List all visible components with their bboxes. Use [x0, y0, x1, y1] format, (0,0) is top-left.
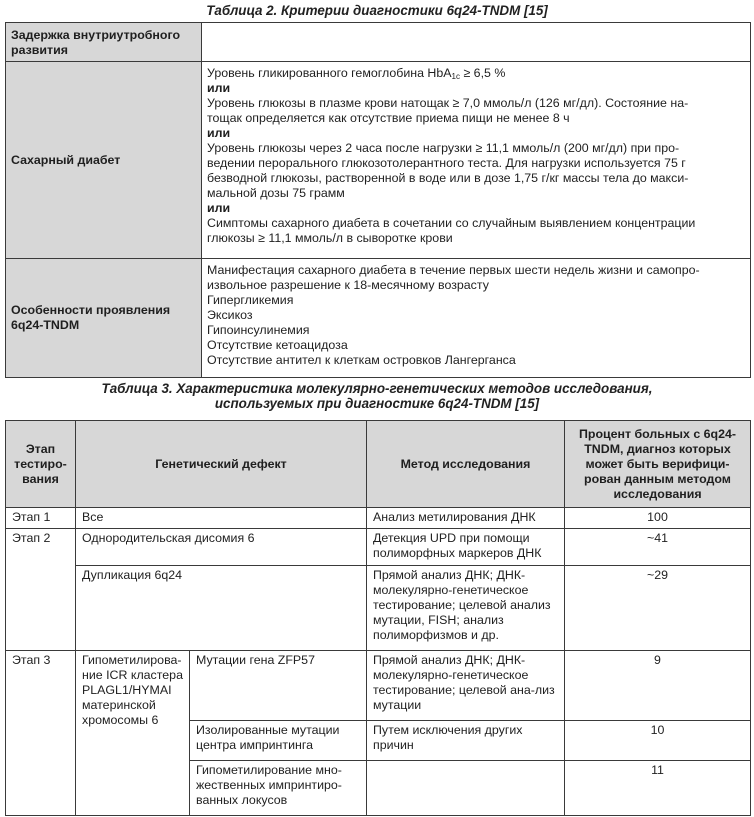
- genetic-methods-table: [5, 420, 751, 816]
- defect-cell: Все: [76, 508, 367, 529]
- percent-cell: ~29: [565, 566, 751, 651]
- percent-cell: 11: [565, 761, 751, 816]
- or-separator: или: [207, 81, 231, 95]
- criterion-line: Уровень глюкозы в плазме крови натощак ≥ 7,0 ммоль/л (126 мг/дл). Состояние на-: [207, 96, 689, 110]
- table-row: [6, 529, 751, 566]
- criteria-content: [202, 23, 751, 62]
- table3-caption-line: используемых при диагностике 6q24-TNDM [15]: [214, 396, 540, 411]
- criterion-line: тощак определяется как отсутствие приема пищи не менее 8 ч: [207, 111, 570, 125]
- or-separator: или: [207, 126, 231, 140]
- criterion-line: безводной глюкозы, растворенной в воде или в дозе 1,75 г/кг массы тела до макси-: [207, 171, 689, 185]
- stage-cell: Этап 3: [6, 651, 76, 816]
- table-row: [6, 259, 751, 378]
- header-stage: Этап тестиро-вания: [6, 421, 76, 508]
- criteria-label: Сахарный диабет: [6, 62, 202, 259]
- criterion-line: глюкозы ≥ 11,1 ммоль/л в сыворотке крови: [207, 231, 453, 245]
- percent-cell: ~41: [565, 529, 751, 566]
- criterion-line: Симптомы сахарного диабета в сочетании со случайным выявлением концентрации: [207, 216, 696, 230]
- table-header-row: [6, 421, 751, 508]
- criterion-line: мальной дозы 75 грамм: [207, 186, 345, 200]
- table-row: [6, 566, 751, 651]
- criterion-line: ведении перорального глюкозотолерантного теста. Для нагрузки используется 75 г: [207, 156, 686, 170]
- header-defect: Генетический дефект: [76, 421, 367, 508]
- header-percent: Процент больных с 6q24-TNDM, диагноз которых может быть верифици-рован данным методом исследования: [565, 421, 751, 508]
- or-separator: или: [207, 201, 231, 215]
- table-row: [6, 23, 751, 62]
- method-cell: Путем исключения других причин: [367, 721, 565, 761]
- method-cell: [367, 761, 565, 816]
- criterion-line: Отсутствие антител к клеткам островков Лангерганса: [207, 353, 516, 367]
- table-row: [6, 651, 751, 721]
- criterion-line: Гипергликемия: [207, 293, 294, 307]
- criterion-line: Гипоинсулинемия: [207, 323, 310, 337]
- criteria-label: Особенности проявления 6q24-TNDM: [6, 259, 202, 378]
- table2-caption: Таблица 2. Критерии диагностики 6q24-TNDM [15]: [206, 3, 548, 18]
- criteria-label: Задержка внутриутробного развития: [6, 23, 202, 62]
- table-row: [6, 62, 751, 259]
- criterion-hba1c: Уровень гликированного гемоглобина HbA$_{1c}$ ≥ 6,5 %: [207, 66, 506, 81]
- defect-cell: Дупликация 6q24: [76, 566, 367, 651]
- defect-cell: Изолированные мутации центра импринтинга: [190, 721, 367, 761]
- defect-cell: Однородительская дисомия 6: [76, 529, 367, 566]
- method-cell: Прямой анализ ДНК; ДНК-молекулярно-генетическое тестирование; целевой ана-лиз мутации: [367, 651, 565, 721]
- method-cell: Анализ метилирования ДНК: [367, 508, 565, 529]
- criteria-content: [202, 62, 751, 259]
- criterion-line: Манифестация сахарного диабета в течение первых шести недель жизни и самопро-: [207, 263, 700, 277]
- percent-cell: 100: [565, 508, 751, 529]
- table-row: [6, 508, 751, 529]
- criterion-line: Уровень глюкозы через 2 часа после нагрузки ≥ 11,1 ммоль/л (200 мг/дл) при про-: [207, 141, 680, 155]
- defect-cell: Гипометилирование мно-жественных импринтиро-ванных локусов: [190, 761, 367, 816]
- criteria-content: [202, 259, 751, 378]
- percent-cell: 10: [565, 721, 751, 761]
- stage-cell: Этап 1: [6, 508, 76, 529]
- method-cell: Прямой анализ ДНК; ДНК-молекулярно-генетическое тестирование; целевой анализ мутации, FISH; анализ полиморфизмов и др.: [367, 566, 565, 651]
- table3-caption: [0, 381, 754, 411]
- criterion-line: Эксикоз: [207, 308, 253, 322]
- method-cell: Детекция UPD при помощи полиморфных маркеров ДНК: [367, 529, 565, 566]
- header-method: Метод исследования: [367, 421, 565, 508]
- criterion-line: Отсутствие кетоацидоза: [207, 338, 348, 352]
- percent-cell: 9: [565, 651, 751, 721]
- criterion-line: извольное разрешение к 18-месячному возрасту: [207, 278, 489, 292]
- table3-caption-line: Таблица 3. Характеристика молекулярно-генетических методов исследования,: [101, 381, 653, 396]
- defect-cell: Мутации гена ZFP57: [190, 651, 367, 721]
- stage-cell: Этап 2: [6, 529, 76, 651]
- diagnostic-criteria-table: [5, 22, 751, 378]
- defect-group-cell: Гипометилирова-ние ICR кластера PLAGL1/HYMAI материнской хромосомы 6: [76, 651, 190, 816]
